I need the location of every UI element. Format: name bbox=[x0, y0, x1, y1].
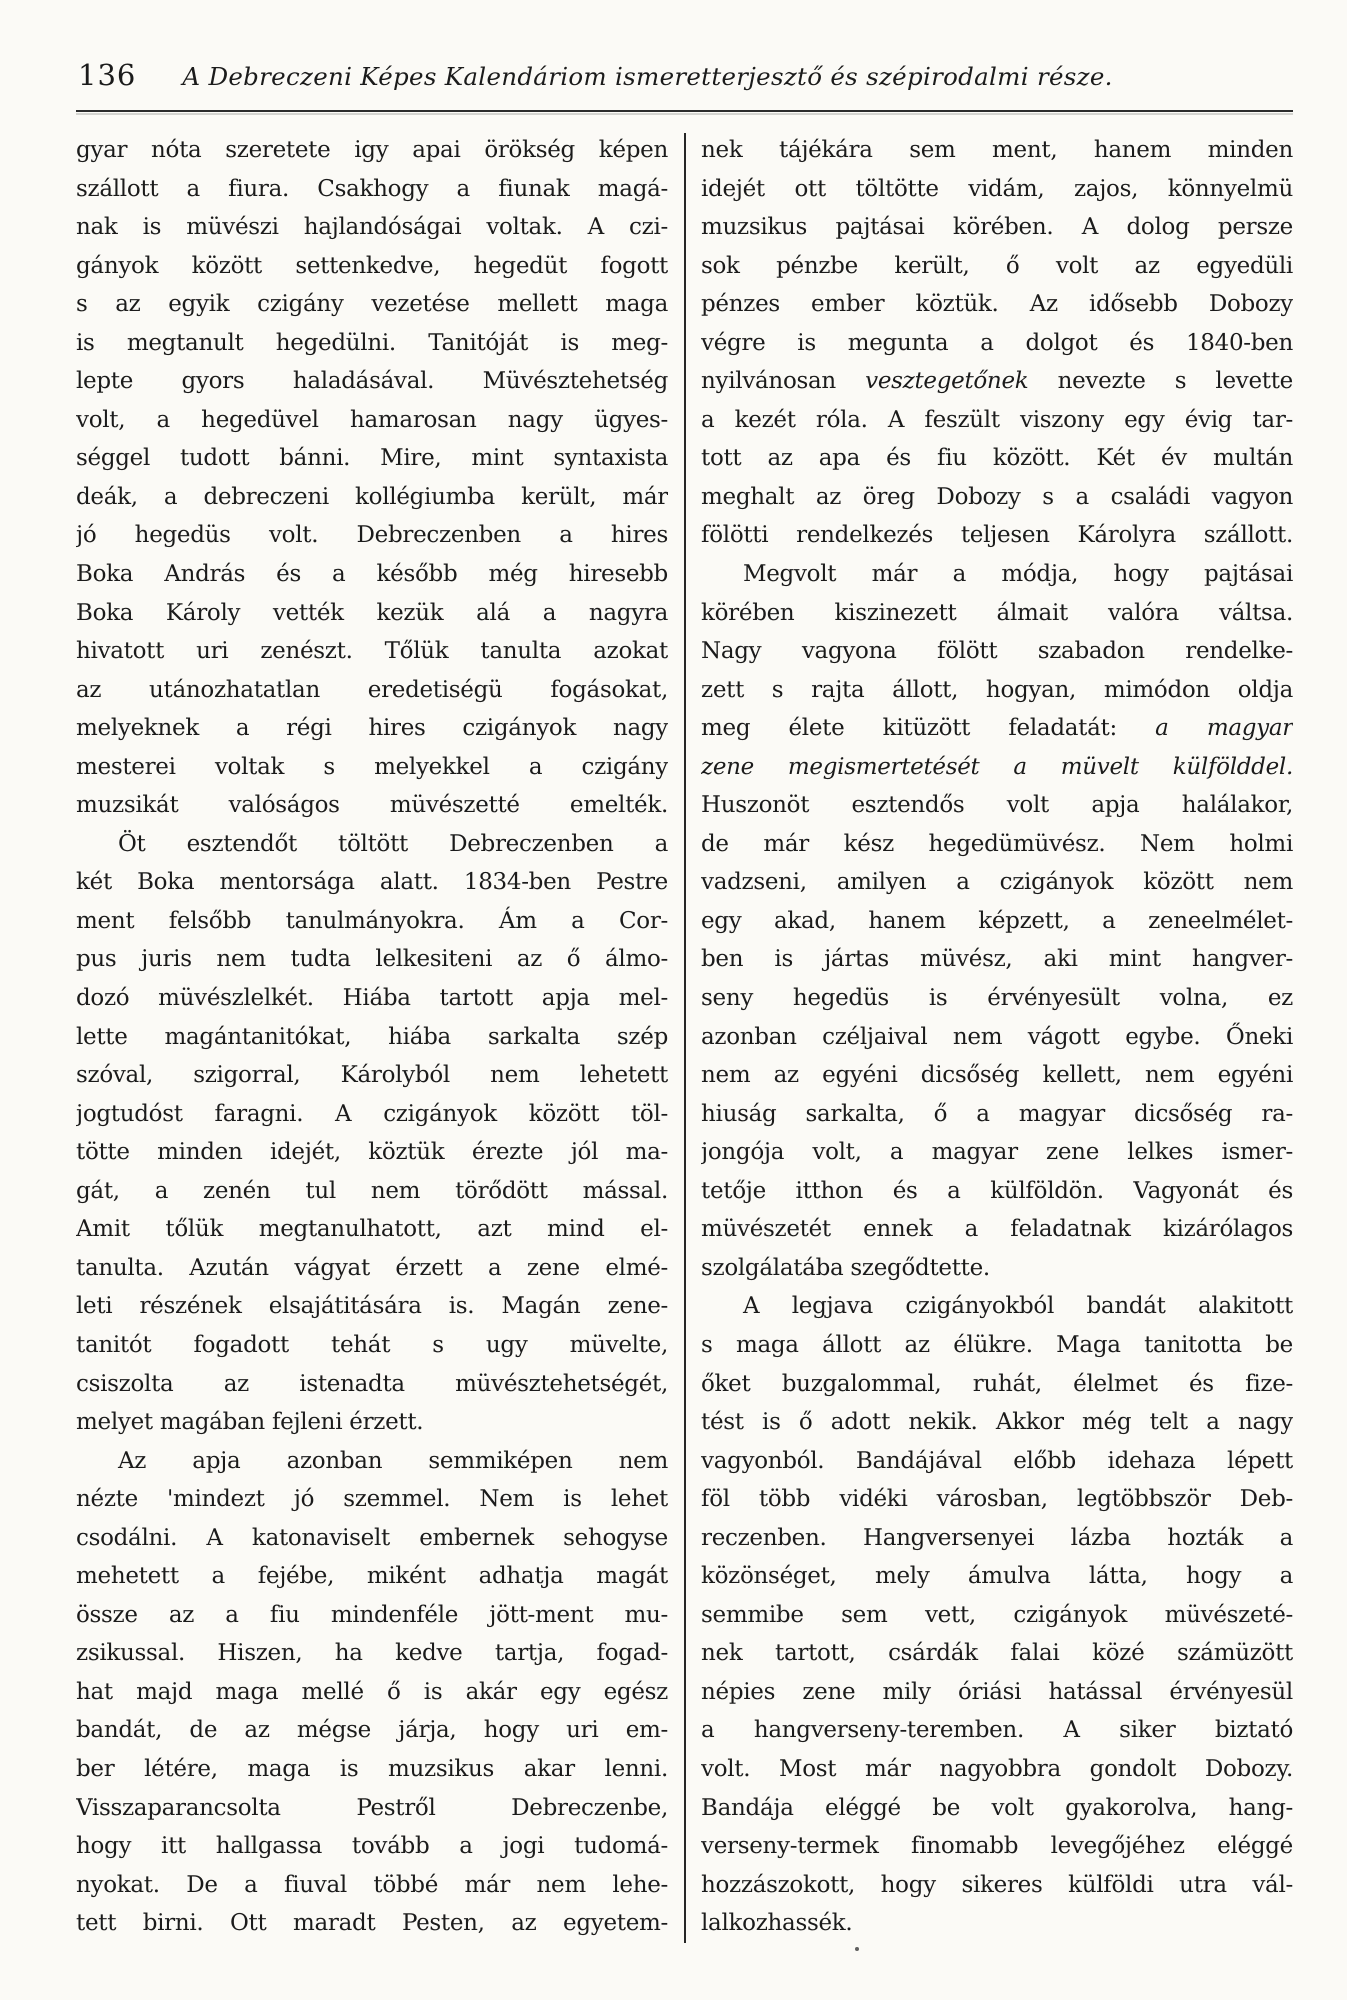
text-span: séggel tudott bánni. Mire, mint syntaxista bbox=[76, 445, 668, 472]
text-line bbox=[701, 247, 1293, 286]
text-span: a hangverseny-teremben. A siker biztató bbox=[701, 1717, 1293, 1744]
text-line bbox=[76, 1056, 668, 1095]
text-span: hat majd maga mellé ő is akár egy egész bbox=[76, 1678, 668, 1705]
text-span: tanulta. Azután vágyat érzett a zene elmé- bbox=[76, 1254, 668, 1281]
text-line bbox=[701, 1365, 1293, 1404]
text-span: Visszaparancsolta Pestről Debreczenbe, bbox=[76, 1794, 668, 1821]
text-line bbox=[76, 555, 668, 594]
text-line bbox=[701, 1557, 1293, 1596]
text-line bbox=[76, 1827, 668, 1866]
text-line bbox=[701, 940, 1293, 979]
text-span: mehetett a fejébe, miként adhatja magát bbox=[76, 1563, 668, 1590]
text-span: szállott a fiura. Csakhogy a fiunak magá- bbox=[76, 175, 668, 202]
text-span: idejét ott töltötte vidám, zajos, könnyelmü bbox=[701, 175, 1293, 202]
text-span: s az egyik czigány vezetése mellett maga bbox=[76, 291, 668, 318]
text-span: jongója volt, a magyar zene lelkes ismer- bbox=[701, 1139, 1293, 1166]
text-span: csiszolta az istenadta müvésztehetségét, bbox=[76, 1370, 668, 1397]
text-span: gát, a zenén tul nem törődött mással. bbox=[76, 1177, 668, 1204]
text-line bbox=[701, 1711, 1293, 1750]
text-line bbox=[76, 1557, 668, 1596]
text-line bbox=[76, 1095, 668, 1134]
text-span: vagyonból. Bandájával előbb idehaza lépett bbox=[701, 1447, 1293, 1474]
text-line bbox=[76, 979, 668, 1018]
text-line bbox=[701, 1904, 1293, 1943]
text-line bbox=[701, 825, 1293, 864]
text-line bbox=[76, 131, 668, 170]
text-line bbox=[76, 1403, 668, 1442]
text-line bbox=[76, 1210, 668, 1249]
italic-text: a magyar bbox=[1155, 715, 1293, 742]
text-span: zett s rajta állott, hogyan, mimódon oldja bbox=[701, 676, 1293, 703]
text-line bbox=[76, 324, 668, 363]
text-line bbox=[701, 478, 1293, 517]
text-span: is megtanult hegedülni. Tanitóját is meg- bbox=[76, 329, 668, 356]
text-span: Az apja azonban semmiképen nem bbox=[118, 1447, 668, 1474]
text-line bbox=[76, 170, 668, 209]
text-line bbox=[76, 748, 668, 787]
text-span: szolgálatába szegődtette. bbox=[701, 1254, 990, 1281]
text-span: deák, a debreczeni kollégiumba került, már bbox=[76, 483, 668, 510]
text-line bbox=[701, 1519, 1293, 1558]
text-line bbox=[701, 208, 1293, 247]
text-span: végre is megunta a dolgot és 1840-ben bbox=[701, 329, 1293, 356]
text-line bbox=[701, 1596, 1293, 1635]
text-span: Boka Károly vették kezük alá a nagyra bbox=[76, 599, 668, 626]
text-line bbox=[701, 632, 1293, 671]
text-span: nek tartott, csárdák falai közé számüzött bbox=[701, 1640, 1293, 1667]
text-line bbox=[76, 1596, 668, 1635]
text-line bbox=[701, 863, 1293, 902]
text-span: népies zene mily óriási hatással érvényesül bbox=[701, 1678, 1293, 1705]
text-line bbox=[76, 401, 668, 440]
text-span: verseny-termek finomabb levegőjéhez eléggé bbox=[701, 1833, 1293, 1860]
text-line bbox=[701, 285, 1293, 324]
text-line bbox=[701, 709, 1293, 748]
text-span: sok pénzbe került, ő volt az egyedüli bbox=[701, 252, 1293, 279]
text-span: meghalt az öreg Dobozy s a családi vagyon bbox=[701, 483, 1293, 510]
text-line bbox=[701, 362, 1293, 401]
page-header bbox=[78, 58, 1291, 92]
text-line bbox=[701, 1750, 1293, 1789]
text-span: szóval, szigorral, Károlyból nem lehetett bbox=[76, 1062, 668, 1089]
text-line bbox=[76, 902, 668, 941]
text-line bbox=[76, 940, 668, 979]
text-span: össze az a fiu mindenféle jött-ment mu- bbox=[76, 1601, 668, 1628]
text-span: muzsikus pajtásai körében. A dolog persze bbox=[701, 214, 1293, 241]
text-span: gyar nóta szeretete igy apai örökség képen bbox=[76, 137, 668, 163]
text-line bbox=[76, 1789, 668, 1828]
text-line bbox=[76, 1133, 668, 1172]
text-span: seny hegedüs is érvényesült volna, ez bbox=[701, 985, 1293, 1012]
text-line bbox=[701, 786, 1293, 825]
text-line bbox=[76, 709, 668, 748]
text-line bbox=[76, 863, 668, 902]
text-line bbox=[76, 247, 668, 286]
text-span: nyokat. De a fiuval többé már nem lehe- bbox=[76, 1871, 668, 1898]
text-line bbox=[701, 1172, 1293, 1211]
text-span: zsikussal. Hiszen, ha kedve tartja, fogad- bbox=[76, 1640, 668, 1667]
text-line bbox=[701, 1480, 1293, 1519]
text-span: a kezét róla. A feszült viszony egy évig tar- bbox=[701, 406, 1293, 433]
text-line bbox=[76, 1249, 668, 1288]
text-span: csodálni. A katonaviselt embernek sehogyse bbox=[76, 1524, 668, 1551]
text-line bbox=[701, 902, 1293, 941]
text-span: tett birni. Ott maradt Pesten, az egyetem- bbox=[76, 1910, 668, 1937]
text-span: körében kiszinezett álmait valóra váltsa. bbox=[701, 599, 1293, 626]
text-span: hiuság sarkalta, ő a magyar dicsőség ra- bbox=[701, 1100, 1293, 1127]
text-span: tetője itthon és a külföldön. Vagyonát és bbox=[701, 1177, 1293, 1204]
text-span: nak is müvészi hajlandóságai voltak. A czi- bbox=[76, 214, 668, 241]
text-line bbox=[76, 516, 668, 555]
text-line bbox=[76, 285, 668, 324]
text-line bbox=[76, 1519, 668, 1558]
text-line bbox=[76, 1480, 668, 1519]
text-line bbox=[76, 1711, 668, 1750]
text-line bbox=[76, 1287, 668, 1326]
text-line bbox=[76, 594, 668, 633]
text-span: hozzászokott, hogy sikeres külföldi utra vál- bbox=[701, 1871, 1293, 1898]
text-span: lette magántanitókat, hiába sarkalta szép bbox=[76, 1023, 668, 1050]
text-line bbox=[701, 555, 1293, 594]
text-span: pus juris nem tudta lelkesiteni az ő álmo- bbox=[76, 946, 668, 973]
text-span: de már kész hegedümüvész. Nem holmi bbox=[701, 830, 1293, 857]
italic-text: zene megismertetését a müvelt külfölddel. bbox=[701, 753, 1293, 780]
text-span: vadzseni, amilyen a czigányok között nem bbox=[701, 869, 1293, 896]
text-line bbox=[701, 1673, 1293, 1712]
text-span: reczenben. Hangversenyei lázba hozták a bbox=[701, 1524, 1293, 1551]
text-line bbox=[701, 1403, 1293, 1442]
text-line bbox=[701, 979, 1293, 1018]
text-line bbox=[76, 1866, 668, 1905]
text-span: gányok között settenkedve, hegedüt fogott bbox=[76, 252, 668, 279]
right-column bbox=[701, 131, 1293, 1943]
text-span: jogtudóst faragni. A czigányok között töl- bbox=[76, 1100, 668, 1127]
text-span: az utánozhatatlan eredetiségü fogásokat, bbox=[76, 676, 668, 703]
text-line bbox=[701, 1249, 1293, 1288]
text-span: nem az egyéni dicsőség kellett, nem egyéni bbox=[701, 1062, 1293, 1089]
text-span: föl több vidéki városban, legtöbbször Deb- bbox=[701, 1486, 1293, 1513]
text-span: Megvolt már a módja, hogy pajtásai bbox=[743, 561, 1293, 588]
text-span: nézte 'mindezt jó szemmel. Nem is lehet bbox=[76, 1486, 668, 1513]
text-line bbox=[701, 1827, 1293, 1866]
text-line bbox=[701, 1442, 1293, 1481]
text-line bbox=[76, 1673, 668, 1712]
text-line bbox=[76, 1904, 668, 1943]
page-header-title: A Debreczeni Képes Kalendáriom ismeretterjesztő és szépirodalmi része. bbox=[182, 62, 1113, 91]
text-span: tott az apa és fiu között. Két év multán bbox=[701, 445, 1293, 472]
text-span: Öt esztendőt töltött Debreczenben a bbox=[118, 830, 668, 857]
text-span: lalkozhassék. bbox=[701, 1910, 853, 1937]
text-line bbox=[701, 131, 1293, 170]
text-line bbox=[76, 1442, 668, 1481]
text-span: melyet magában fejleni érzett. bbox=[76, 1409, 424, 1436]
text-line bbox=[76, 671, 668, 710]
text-span: jó hegedüs volt. Debreczenben a hires bbox=[76, 522, 668, 549]
text-span: hivatott uri zenészt. Tőlük tanulta azokat bbox=[76, 638, 668, 665]
left-column bbox=[76, 131, 668, 1943]
text-span: semmibe sem vett, czigányok müvészeté- bbox=[701, 1601, 1293, 1628]
text-span: tötte minden idejét, köztük érezte jól ma- bbox=[76, 1139, 668, 1166]
text-columns bbox=[76, 131, 1293, 1943]
text-span: dozó müvészlelkét. Hiába tartott apja mel- bbox=[76, 985, 668, 1012]
text-line bbox=[701, 1789, 1293, 1828]
text-span: volt. Most már nagyobbra gondolt Dobozy. bbox=[701, 1755, 1293, 1782]
text-span: tést is ő adott nekik. Akkor még telt a nagy bbox=[701, 1409, 1293, 1436]
text-span: Bandája eléggé be volt gyakorolva, hang- bbox=[701, 1794, 1293, 1821]
text-line bbox=[701, 1056, 1293, 1095]
text-line bbox=[701, 1210, 1293, 1249]
text-line bbox=[701, 1287, 1293, 1326]
text-span: A legjava czigányokból bandát alakitott bbox=[743, 1293, 1293, 1320]
text-line bbox=[701, 324, 1293, 363]
text-line bbox=[76, 1018, 668, 1057]
text-span: két Boka mentorsága alatt. 1834-ben Pestre bbox=[76, 869, 668, 896]
text-span: nyilvánosan bbox=[701, 368, 866, 395]
text-span: hogy itt hallgassa tovább a jogi tudomá- bbox=[76, 1833, 668, 1860]
text-span: Huszonöt esztendős volt apja halálakor, bbox=[701, 792, 1293, 819]
page-number: 136 bbox=[78, 58, 137, 92]
text-line bbox=[76, 362, 668, 401]
text-span: bandát, de az mégse járja, hogy uri em- bbox=[76, 1717, 668, 1744]
text-span: tanitót fogadott tehát s ugy müvelte, bbox=[76, 1331, 668, 1358]
text-span: Boka András és a később még hiresebb bbox=[76, 561, 668, 588]
text-span: muzsikát valóságos müvészetté emelték. bbox=[76, 792, 668, 819]
text-span: s maga állott az élükre. Maga tanitotta be bbox=[701, 1331, 1293, 1358]
text-span: leti részének elsajátitására is. Magán zene- bbox=[76, 1293, 668, 1320]
scan-speck bbox=[855, 1947, 859, 1951]
text-span: nek tájékára sem ment, hanem minden bbox=[701, 137, 1293, 163]
text-line bbox=[701, 170, 1293, 209]
text-line bbox=[701, 1018, 1293, 1057]
text-span: lepte gyors haladásával. Müvésztehetség bbox=[76, 368, 668, 395]
text-span: melyeknek a régi hires czigányok nagy bbox=[76, 715, 668, 742]
text-span: ben is jártas müvész, aki mint hangver- bbox=[701, 946, 1293, 973]
text-span: nevezte s levette bbox=[1028, 368, 1293, 395]
text-span: fölötti rendelkezés teljesen Károlyra szállott. bbox=[701, 522, 1293, 549]
text-line bbox=[701, 1866, 1293, 1905]
text-line bbox=[701, 439, 1293, 478]
text-line bbox=[76, 1365, 668, 1404]
text-line bbox=[76, 439, 668, 478]
text-span: ment felsőbb tanulmányokra. Ám a Cor- bbox=[76, 907, 668, 934]
text-line bbox=[76, 1750, 668, 1789]
text-line bbox=[76, 632, 668, 671]
text-span: ber létére, maga is muzsikus akar lenni. bbox=[76, 1755, 668, 1782]
text-span: Nagy vagyona fölött szabadon rendelke- bbox=[701, 638, 1293, 665]
text-line bbox=[701, 516, 1293, 555]
text-line bbox=[701, 748, 1293, 787]
text-span: azonban czéljaival nem vágott egybe. Őneki bbox=[701, 1023, 1293, 1050]
text-line bbox=[701, 594, 1293, 633]
text-span: őket buzgalommal, ruhát, élelmet és fize- bbox=[701, 1370, 1293, 1397]
text-span: Amit tőlük megtanulhatott, azt mind el- bbox=[76, 1216, 668, 1243]
text-span: pénzes ember köztük. Az idősebb Dobozy bbox=[701, 291, 1293, 318]
text-line bbox=[76, 1634, 668, 1673]
text-line bbox=[76, 1326, 668, 1365]
text-line bbox=[701, 401, 1293, 440]
text-span: mesterei voltak s melyekkel a czigány bbox=[76, 753, 668, 780]
text-line bbox=[76, 825, 668, 864]
column-divider-line bbox=[684, 133, 686, 1943]
text-line bbox=[76, 208, 668, 247]
text-line bbox=[76, 478, 668, 517]
text-span: közönséget, mely ámulva látta, hogy a bbox=[701, 1563, 1293, 1590]
text-span: meg élete kitüzött feladatát: bbox=[701, 715, 1156, 742]
text-line bbox=[76, 786, 668, 825]
header-rule bbox=[76, 110, 1293, 112]
italic-text: vesztegetőnek bbox=[865, 368, 1029, 395]
text-line bbox=[701, 1326, 1293, 1365]
text-span: müvészetét ennek a feladatnak kizárólagos bbox=[701, 1216, 1293, 1243]
text-line bbox=[701, 1133, 1293, 1172]
text-line bbox=[701, 1095, 1293, 1134]
text-line bbox=[76, 1172, 668, 1211]
text-span: egy akad, hanem képzett, a zeneelmélet- bbox=[701, 907, 1293, 934]
text-line bbox=[701, 1634, 1293, 1673]
text-line bbox=[701, 671, 1293, 710]
text-span: volt, a hegedüvel hamarosan nagy ügyes- bbox=[76, 406, 668, 433]
